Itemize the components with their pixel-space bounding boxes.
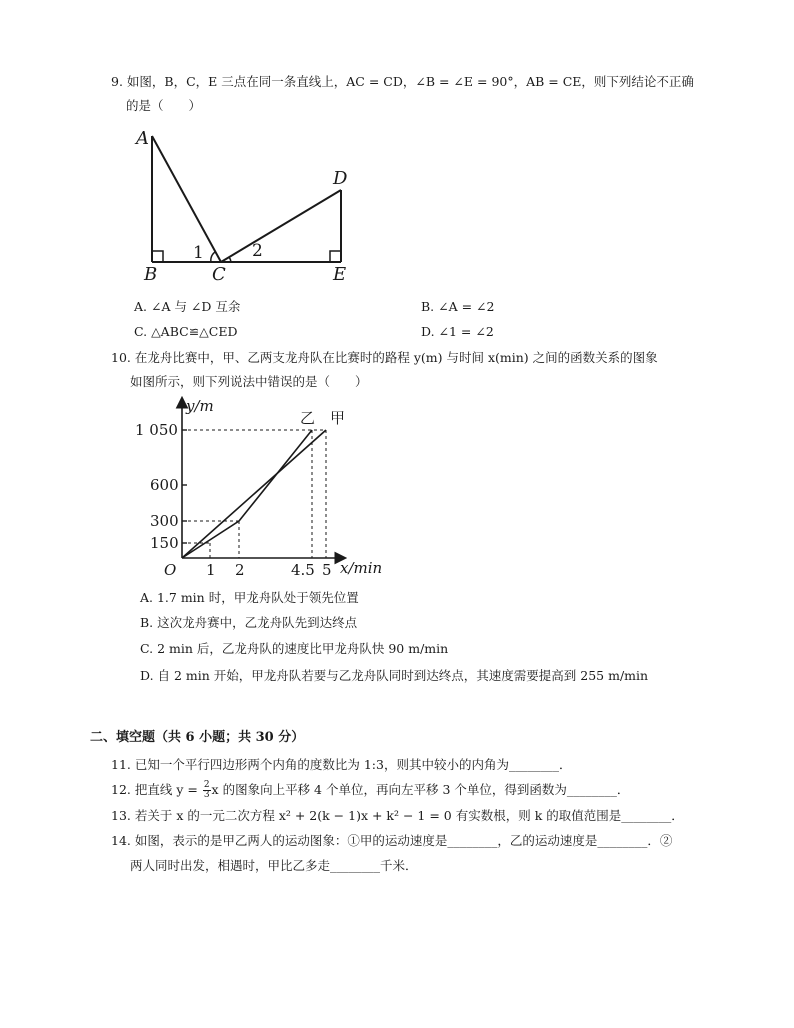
line-jia <box>182 430 326 558</box>
y-axis-label: y/m <box>186 397 214 415</box>
line-yi <box>182 430 312 558</box>
q14-line1: 14. 如图，表示的是甲乙两人的运动图象：①甲的运动速度是________，乙的运动速度是________．② <box>111 833 673 848</box>
q10-option-a: A. 1.7 min 时，甲龙舟队处于领先位置 <box>140 590 359 605</box>
q12-fraction-numerator: 2 <box>203 780 210 790</box>
x-tick-label-1: 1 <box>206 561 216 579</box>
label-angle1: 1 <box>193 243 204 263</box>
x-axis-label: x/min <box>340 559 383 577</box>
q10-stem-line1: 10. 在龙舟比赛中，甲、乙两支龙舟队在比赛时的路程 y(m) 与时间 x(min) 之间的函数关系的图象 <box>111 350 658 365</box>
series-label-jia: 甲 <box>330 409 346 427</box>
q9-option-b: B. ∠A = ∠2 <box>421 299 495 314</box>
label-a: A <box>136 128 149 149</box>
q9-geometry-figure <box>130 124 370 282</box>
right-angle-b <box>152 251 163 262</box>
label-d: D <box>333 168 348 189</box>
y-tick-label-300: 300 <box>150 512 179 530</box>
angle-arc-1 <box>211 252 215 262</box>
label-b: B <box>144 264 158 282</box>
segment-ac <box>152 136 221 262</box>
q12-fraction <box>203 781 211 800</box>
label-e: E <box>333 264 347 282</box>
q10-distance-time-graph <box>134 393 394 585</box>
q11-text: 11. 已知一个平行四边形两个内角的度数比为 1:3，则其中较小的内角为________． <box>111 757 572 772</box>
label-angle2: 2 <box>252 241 263 261</box>
q10-option-b: B. 这次龙舟赛中，乙龙舟队先到达终点 <box>140 615 358 630</box>
q10-option-c: C. 2 min 后，乙龙舟队的速度比甲龙舟队快 90 m/min <box>140 641 449 656</box>
q9-option-c: C. △ABC≌△CED <box>134 324 238 339</box>
y-tick-label-600: 600 <box>150 476 179 494</box>
q9-option-a: A. ∠A 与 ∠D 互余 <box>134 299 241 314</box>
q12-fraction-denominator: 3 <box>203 790 210 800</box>
segment-cd <box>221 190 341 262</box>
q9-stem-line1: 9. 如图，B，C，E 三点在同一条直线上，AC = CD，∠B = ∠E = 90°，AB = CE，则下列结论不正确 <box>111 74 694 89</box>
q12-text-post: x 的图象向上平移 4 个单位，再向左平移 3 个单位，得到函数为________． <box>211 782 630 797</box>
series-label-yi: 乙 <box>300 409 316 427</box>
q10-stem-line2: 如图所示，则下列说法中错误的是（ ） <box>130 374 368 389</box>
right-angle-e <box>330 251 341 262</box>
x-tick-label-5: 5 <box>322 561 332 579</box>
x-tick-label-2: 2 <box>235 561 245 579</box>
q12-text-pre: 12. 把直线 y = <box>111 782 202 797</box>
x-tick-label-45: 4.5 <box>291 561 315 579</box>
q14-line2: 两人同时出发，相遇时，甲比乙多走________千米． <box>130 858 418 873</box>
q12-text <box>111 781 629 800</box>
q13-text: 13. 若关于 x 的一元二次方程 x² + 2(k − 1)x + k² − 1 = 0 有实数根，则 k 的取值范围是________． <box>111 808 684 823</box>
origin-label: O <box>164 561 177 579</box>
q9-option-d: D. ∠1 = ∠2 <box>421 324 494 339</box>
y-tick-label-1050: 1 050 <box>135 421 178 439</box>
q9-stem-line2: 的是（ ） <box>126 98 202 113</box>
q10-option-d: D. 自 2 min 开始，甲龙舟队若要与乙龙舟队同时到达终点，其速度需要提高到 255 m/min <box>140 668 649 683</box>
y-tick-label-150: 150 <box>150 534 179 552</box>
section2-heading: 二、填空题（共 6 小题；共 30 分） <box>90 730 305 745</box>
label-c: C <box>212 264 226 282</box>
